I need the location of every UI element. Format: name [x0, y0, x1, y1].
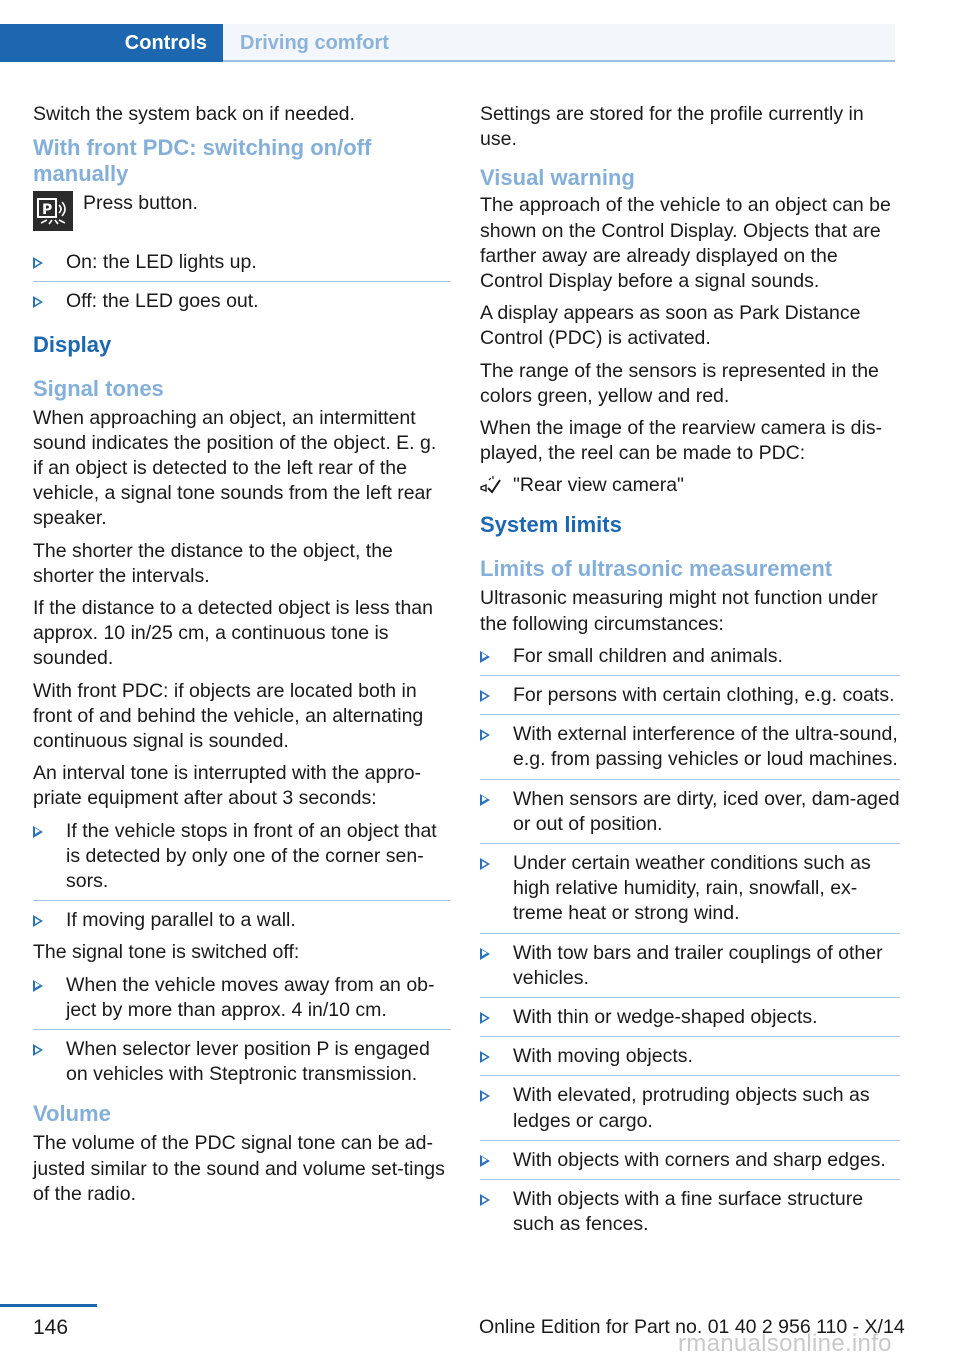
- paragraph: When the image of the rearview camera is dis‐played, the reel can be made to PDC:: [480, 417, 883, 465]
- heading-signal-tones: Signal tones: [33, 375, 164, 401]
- list-item: With tow bars and trailer couplings of other vehicles.: [480, 941, 900, 998]
- paragraph: The volume of the PDC signal tone can be ad‐justed similar to the sound and volume set‐tings of the radio.: [33, 1132, 445, 1205]
- list-item: If the vehicle stops in front of an object that is detected by only one of the corner sen‐sors.: [33, 819, 451, 902]
- triangle-bullet-icon: [480, 690, 490, 702]
- heading-front-pdc: With front PDC: switching on/off manually: [33, 135, 372, 187]
- triangle-bullet-icon: [480, 948, 490, 960]
- pdc-button-icon: [33, 191, 73, 231]
- paragraph: The range of the sensors is represented in the colors green, yellow and red.: [480, 359, 879, 407]
- rear-view-camera-row: [480, 473, 900, 501]
- triangle-bullet-icon: [480, 729, 490, 741]
- paragraph: The signal tone is switched off:: [33, 941, 300, 964]
- rear-view-camera-label: "Rear view camera": [513, 474, 684, 497]
- triangle-bullet-icon: [33, 257, 43, 269]
- triangle-bullet-icon: [480, 858, 490, 870]
- page-header: [0, 24, 895, 62]
- triangle-bullet-icon: [480, 651, 490, 663]
- list-item: Off: the LED goes out.: [33, 289, 451, 314]
- svg-text:P: P: [42, 202, 53, 219]
- header-tab-controls: Controls: [0, 24, 223, 62]
- limits-list: [480, 644, 900, 1238]
- page-number: 146: [33, 1316, 69, 1339]
- list-item: With objects with a fine surface structure such as fences.: [480, 1187, 900, 1237]
- list-item: For persons with certain clothing, e.g. coats.: [480, 683, 900, 715]
- rear-camera-icon: [480, 476, 502, 496]
- paragraph: An interval tone is interrupted with the appro‐priate equipment after about 3 seconds:: [33, 762, 422, 810]
- right-column: [480, 102, 900, 1245]
- interrupt-list: [33, 819, 451, 934]
- paragraph: With front PDC: if objects are located both in front of and behind the vehicle, an alternating continuous signal is sounded.: [33, 679, 424, 753]
- paragraph: Settings are stored for the profile currently in use.: [480, 103, 864, 151]
- list-item: With objects with corners and sharp edges.: [480, 1148, 900, 1180]
- triangle-bullet-icon: [480, 1012, 490, 1024]
- paragraph: A display appears as soon as Park Distance Control (PDC) is activated.: [480, 302, 861, 350]
- heading-visual-warning: Visual warning: [480, 165, 635, 191]
- press-button-text: Press button.: [83, 192, 198, 215]
- paragraph: Ultrasonic measuring might not function under the following circumstances:: [480, 587, 878, 635]
- list-item: If moving parallel to a wall.: [33, 908, 451, 933]
- switch-off-list: [33, 973, 451, 1088]
- list-item: For small children and animals.: [480, 644, 900, 676]
- edition-text: Online Edition for Part no. 01 40 2 956 110 - X/14: [479, 1316, 905, 1338]
- triangle-bullet-icon: [480, 1090, 490, 1102]
- paragraph: When approaching an object, an intermittent sound indicates the position of the object. E. g. if an object is detected to the left rear of the vehicle, a signal tone sounds from the left rear speaker.: [33, 406, 437, 530]
- list-item: With moving objects.: [480, 1044, 900, 1076]
- led-list: [33, 250, 451, 314]
- triangle-bullet-icon: [33, 826, 43, 838]
- heading-volume: Volume: [33, 1101, 111, 1127]
- list-item: When sensors are dirty, iced over, dam‐aged or out of position.: [480, 787, 900, 844]
- triangle-bullet-icon: [480, 1194, 490, 1206]
- list-item: Under certain weather conditions such as high relative humidity, rain, snowfall, ex‐treme heat or strong wind.: [480, 851, 900, 934]
- triangle-bullet-icon: [480, 794, 490, 806]
- triangle-bullet-icon: [33, 915, 43, 927]
- paragraph: Switch the system back on if needed.: [33, 103, 355, 125]
- triangle-bullet-icon: [480, 1155, 490, 1167]
- paragraph: The approach of the vehicle to an object can be shown on the Control Display. Objects that are farther away are already displayed on the Control Display before a signal sounds.: [480, 194, 891, 293]
- list-item: With thin or wedge-shaped objects.: [480, 1005, 900, 1037]
- press-button-row: [33, 191, 451, 237]
- list-item: With external interference of the ultra‐sound, e.g. from passing vehicles or loud machines.: [480, 722, 900, 779]
- header-divider: [223, 60, 895, 62]
- footer-accent-line: [0, 1304, 97, 1307]
- heading-limits-ultrasonic: Limits of ultrasonic measurement: [480, 556, 833, 582]
- list-item: When selector lever position P is engaged on vehicles with Steptronic transmission.: [33, 1037, 451, 1087]
- paragraph: The shorter the distance to the object, the shorter the intervals.: [33, 539, 393, 587]
- heading-display: Display: [33, 331, 112, 357]
- triangle-bullet-icon: [480, 1051, 490, 1063]
- heading-system-limits: System limits: [480, 512, 622, 538]
- left-column: [33, 102, 451, 1214]
- triangle-bullet-icon: [33, 296, 43, 308]
- list-item: When the vehicle moves away from an ob‐ject by more than approx. 4 in/10 cm.: [33, 973, 451, 1030]
- header-tab-driving-comfort: Driving comfort: [223, 24, 895, 62]
- triangle-bullet-icon: [33, 980, 43, 992]
- watermark: rmanualsonline.info: [678, 1330, 892, 1357]
- triangle-bullet-icon: [33, 1044, 43, 1056]
- list-item: On: the LED lights up.: [33, 250, 451, 282]
- paragraph: If the distance to a detected object is less than approx. 10 in/25 cm, a continuous tone is sounded.: [33, 597, 433, 670]
- list-item: With elevated, protruding objects such as ledges or cargo.: [480, 1083, 900, 1140]
